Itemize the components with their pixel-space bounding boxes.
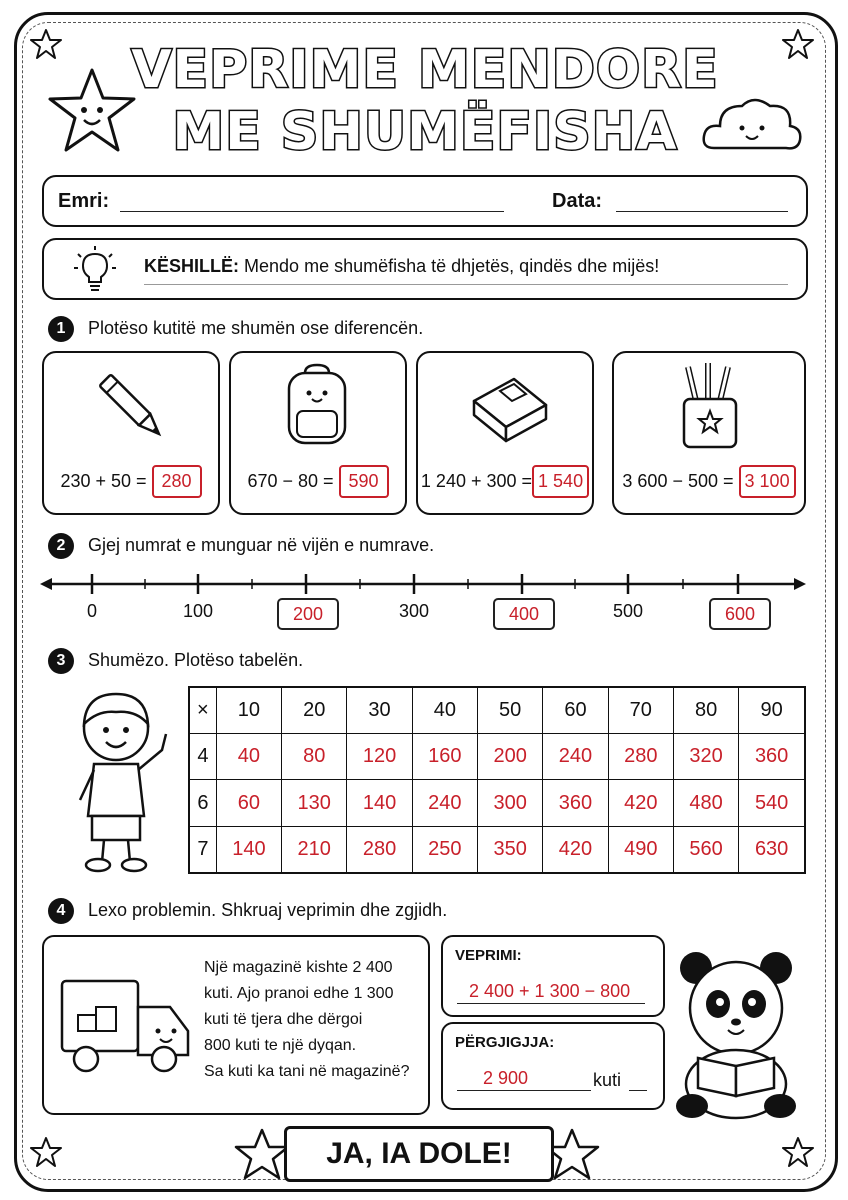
boy-pointing-icon	[66, 684, 184, 874]
table-header-cell: 90	[739, 687, 805, 734]
number-line-label-0: 0	[86, 601, 97, 621]
answer-line	[457, 1090, 591, 1091]
tip-body: Mendo me shumëfisha të dhjetës, qindës dhe mijës!	[244, 256, 660, 276]
answer-box	[441, 1022, 665, 1110]
tip-text	[144, 256, 659, 277]
name-date-box	[42, 175, 808, 227]
story-line: Sa kuti ka tani në magazinë?	[204, 1063, 410, 1080]
table-cell[interactable]: 280	[347, 826, 412, 873]
table-cell[interactable]: 630	[739, 826, 805, 873]
table-cell[interactable]: 420	[543, 826, 608, 873]
pencil-icon	[90, 365, 174, 449]
question-1-number: 1	[48, 316, 74, 342]
table-header-cell: 50	[478, 687, 543, 734]
table-header-cell: ×	[189, 687, 216, 734]
table-cell[interactable]: 40	[216, 734, 281, 780]
q1-card-2	[229, 351, 407, 515]
star-icon	[234, 1128, 290, 1180]
q1-expr-2: 670 − 80 =	[247, 471, 334, 491]
story-text	[204, 955, 424, 1085]
table-row	[189, 826, 805, 873]
table-cell[interactable]: 160	[412, 734, 477, 780]
table-cell[interactable]: 480	[673, 780, 738, 826]
table-cell[interactable]: 300	[478, 780, 543, 826]
q1-card-1	[42, 351, 220, 515]
question-1-instruction: Plotëso kutitë me shumën ose diferencën.	[88, 318, 424, 338]
table-cell[interactable]: 140	[216, 826, 281, 873]
tip-box	[42, 238, 808, 300]
number-line	[40, 570, 806, 600]
unit-line	[629, 1090, 647, 1091]
question-4-instruction: Lexo problemin. Shkruaj veprimin dhe zgjidh.	[88, 900, 448, 920]
table-cell[interactable]: 360	[739, 734, 805, 780]
table-cell[interactable]: 560	[673, 826, 738, 873]
truck-icon	[56, 967, 196, 1083]
table-cell[interactable]: 420	[608, 780, 673, 826]
q1-answer-2[interactable]: 590	[339, 465, 389, 498]
story-line: kuti. Ajo pranoi edhe 1 300	[204, 985, 394, 1002]
story-line: 800 kuti te një dyqan.	[204, 1037, 357, 1054]
table-cell[interactable]: 490	[608, 826, 673, 873]
table-header-cell: 40	[412, 687, 477, 734]
table-row	[189, 780, 805, 826]
lightbulb-icon	[70, 244, 120, 294]
star-icon	[30, 28, 62, 60]
answer-unit: kuti	[593, 1070, 622, 1090]
page-title-line-2: ME SHUMËFISHA	[172, 102, 678, 162]
success-banner: JA, IA DOLE!	[284, 1126, 554, 1182]
operation-label: VEPRIMI:	[455, 947, 522, 964]
table-cell[interactable]: 130	[282, 780, 347, 826]
q1-card-3	[416, 351, 594, 515]
backpack-icon	[277, 361, 357, 449]
q1-card-4	[612, 351, 806, 515]
question-3-number: 3	[48, 648, 74, 674]
book-icon	[466, 371, 550, 447]
date-field[interactable]	[616, 211, 788, 212]
star-icon	[782, 1136, 814, 1168]
table-cell[interactable]: 320	[673, 734, 738, 780]
page-title-line-1: VEPRIME MENDORE	[131, 40, 719, 100]
table-cell[interactable]: 60	[216, 780, 281, 826]
star-icon	[30, 1136, 62, 1168]
number-line-label-100: 100	[182, 601, 214, 621]
table-cell[interactable]: 240	[412, 780, 477, 826]
operation-line	[457, 1003, 645, 1004]
pencil-cup-icon	[678, 359, 742, 451]
name-label: Emri:	[58, 190, 110, 212]
question-4-number: 4	[48, 898, 74, 924]
question-3-instruction: Shumëzo. Plotëso tabelën.	[88, 650, 304, 670]
date-label: Data:	[552, 190, 603, 212]
name-field[interactable]	[120, 211, 504, 212]
answer-label: PËRGJIGJJA:	[455, 1034, 555, 1051]
table-header-cell: 70	[608, 687, 673, 734]
table-cell[interactable]: 350	[478, 826, 543, 873]
table-header-cell: 60	[543, 687, 608, 734]
number-line-label-500: 500	[612, 601, 644, 621]
table-cell[interactable]: 80	[282, 734, 347, 780]
multiplication-table	[188, 686, 806, 874]
tip-label: KËSHILLË:	[144, 256, 240, 276]
q1-answer-1[interactable]: 280	[152, 465, 202, 498]
q1-answer-3[interactable]: 1 540	[532, 465, 589, 498]
table-cell[interactable]: 360	[543, 780, 608, 826]
q1-answer-4[interactable]: 3 100	[739, 465, 796, 498]
q1-expr-4: 3 600 − 500 =	[622, 471, 734, 491]
table-cell[interactable]: 210	[282, 826, 347, 873]
story-box	[42, 935, 430, 1115]
table-row	[189, 734, 805, 780]
panda-reading-icon	[670, 946, 802, 1122]
q1-expr-1: 230 + 50 =	[60, 471, 147, 491]
operation-answer[interactable]: 2 400 + 1 300 − 800	[469, 981, 631, 1001]
number-line-answer-400[interactable]: 400	[493, 598, 555, 630]
story-line: Një magazinë kishte 2 400	[204, 959, 393, 976]
table-header-cell: 80	[673, 687, 738, 734]
table-cell[interactable]: 240	[543, 734, 608, 780]
table-header-row	[189, 687, 805, 734]
number-line-label-300: 300	[398, 601, 430, 621]
tip-underline	[144, 284, 788, 285]
table-cell[interactable]: 200	[478, 734, 543, 780]
row-factor: 7	[189, 826, 216, 873]
table-header-cell: 20	[282, 687, 347, 734]
table-cell[interactable]: 140	[347, 780, 412, 826]
row-factor: 6	[189, 780, 216, 826]
table-cell[interactable]: 250	[412, 826, 477, 873]
operation-box	[441, 935, 665, 1017]
table-cell[interactable]: 540	[739, 780, 805, 826]
number-line-answer-200[interactable]: 200	[277, 598, 339, 630]
q1-expr-3: 1 240 + 300 =	[420, 471, 533, 491]
table-header-cell: 30	[347, 687, 412, 734]
table-cell[interactable]: 120	[347, 734, 412, 780]
answer-value[interactable]: 2 900	[483, 1068, 529, 1088]
question-2-instruction: Gjej numrat e munguar në vijën e numrave.	[88, 535, 435, 555]
number-line-answer-600[interactable]: 600	[709, 598, 771, 630]
row-factor: 4	[189, 734, 216, 780]
question-2-number: 2	[48, 533, 74, 559]
story-line: kuti të tjera dhe dërgoi	[204, 1011, 363, 1028]
table-header-cell: 10	[216, 687, 281, 734]
star-icon	[782, 28, 814, 60]
table-cell[interactable]: 280	[608, 734, 673, 780]
